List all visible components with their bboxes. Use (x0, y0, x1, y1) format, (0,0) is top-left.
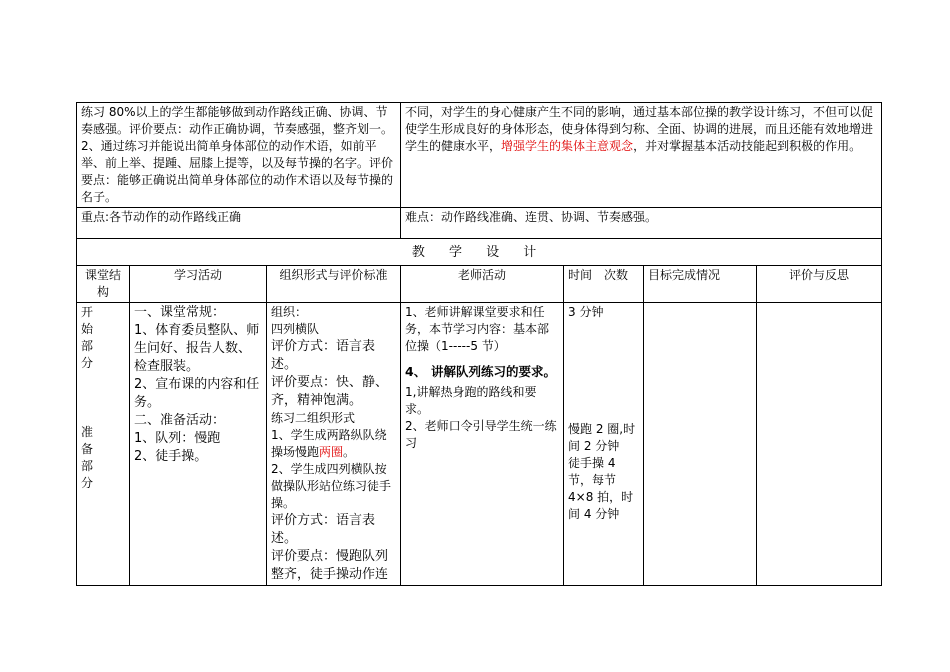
stage-start-char: 分 (81, 356, 94, 370)
goal-right-text-2: ，并对掌握基本活动技能起到积极的作用。 (633, 139, 862, 153)
stage-prep-char: 准 (81, 425, 94, 439)
goal-right-red-text: 增强学生的集体主意观念 (501, 139, 634, 153)
org-line: 练习二组织形式 (271, 411, 356, 425)
teacher-heading-num: 4、 (405, 364, 427, 379)
org-red-text: 两圈 (319, 445, 344, 459)
difficulty-text: 难点：动作路线准确、连贯、协调、节奏感强。 (405, 210, 658, 224)
teacher-cell (401, 303, 564, 586)
header-teacher: 老师活动 (401, 266, 564, 303)
stage-prep-char: 分 (81, 476, 94, 490)
key-points-row (77, 208, 882, 239)
difficulty-cell (401, 208, 882, 239)
activity-line: 二、准备活动： (134, 413, 226, 428)
teacher-para: 2、老师口令引导学生统一练习 (405, 419, 557, 450)
goal-left-text: 练习 80%以上的学生都能够做到动作路线正确、协调、节奏感强。评价要点：动作正确协调，节奏感强，整齐划一。2、通过练习并能说出简单身体部位的动作术语，如前平举、前上举、提踵、屈膝上提等，以及每节操的名字。评价要点：能够正确说出简单身体部位的动作术语以及每节操的名子。 (81, 105, 394, 204)
header-activity: 学习活动 (130, 266, 267, 303)
stage-start (81, 304, 125, 372)
time-line: 3 分钟 (568, 305, 604, 319)
main-row (77, 303, 882, 586)
key-point-text: 重点:各节动作的动作路线正确 (81, 210, 242, 224)
activity-line: 1、体育委员整队、师生问好、报告人数、检查服装。 (134, 323, 260, 374)
org-line: 评价要点：快、静、齐，精神饱满。 (271, 375, 389, 408)
org-line: 评价要点：慢跑队列整齐，徒手操动作连 (271, 549, 389, 582)
teacher-para: 1、老师讲解课堂要求和任务，本节学习内容：基本部位操（1-----5 节） (405, 305, 550, 353)
stage-prep-char: 部 (81, 459, 94, 473)
goal-right-text-1: 不同，对学生的身心健康产生不同的影响，通过基本部位操的教学设计练习，不但可以促使学生形成良好的身体形态，使身体得到匀称、全面、协调的进展，而且还能有效地增进学生的健康水平， (405, 105, 874, 153)
reflection-cell (757, 303, 882, 586)
teacher-heading-text: 讲解队列练习的要求。 (431, 364, 557, 379)
goals-row (77, 103, 882, 208)
stage-start-char: 开 (81, 305, 94, 319)
section-title: 教 学 设 计 (77, 239, 882, 266)
key-point-cell (77, 208, 401, 239)
stage-start-char: 始 (81, 322, 94, 336)
header-row (77, 266, 882, 303)
stage-prep-char: 备 (81, 442, 94, 456)
activity-line: 1、队列：慢跑 (134, 431, 221, 446)
teacher-para: 1,讲解热身跑的路线和要求。 (405, 385, 537, 416)
activity-line: 一、课堂常规： (134, 305, 226, 320)
header-organization: 组织形式与评价标准 (267, 266, 401, 303)
org-line-text: 1、学生成两路纵队绕操场慢跑 (271, 428, 387, 459)
org-line: 2、学生成四列横队按做操队形站位练习徒手操。 (271, 462, 392, 510)
org-line: 组织： (271, 305, 308, 319)
activity-line: 2、徒手操。 (134, 449, 208, 464)
org-line (271, 427, 396, 461)
stage-start-char: 部 (81, 339, 94, 353)
time-line: 慢跑 2 圈,时间 2 分钟 (568, 422, 636, 453)
activity-cell (130, 303, 267, 586)
org-line-text: 。 (343, 445, 356, 459)
header-reflection: 评价与反思 (757, 266, 882, 303)
header-target: 目标完成情况 (644, 266, 757, 303)
goal-right-cell (401, 103, 882, 208)
section-title-row (77, 239, 882, 266)
header-structure: 课堂结构 (77, 266, 130, 303)
org-line: 四列横队 (271, 322, 320, 336)
organization-cell (267, 303, 401, 586)
stage-prep (81, 424, 125, 492)
time-line: 徒手操 4 节，每节 4×8 拍，时间 4 分钟 (568, 456, 634, 521)
goal-left-cell (77, 103, 401, 208)
time-cell (564, 303, 644, 586)
org-line: 评价方式：语言表述。 (271, 339, 376, 372)
activity-line: 2、宣布课的内容和任务。 (134, 377, 260, 410)
lesson-plan-table (76, 102, 882, 586)
org-line: 评价方式：语言表述。 (271, 513, 376, 546)
header-time: 时间 次数 (564, 266, 644, 303)
teacher-heading (405, 363, 559, 380)
target-cell (644, 303, 757, 586)
structure-cell (77, 303, 130, 586)
